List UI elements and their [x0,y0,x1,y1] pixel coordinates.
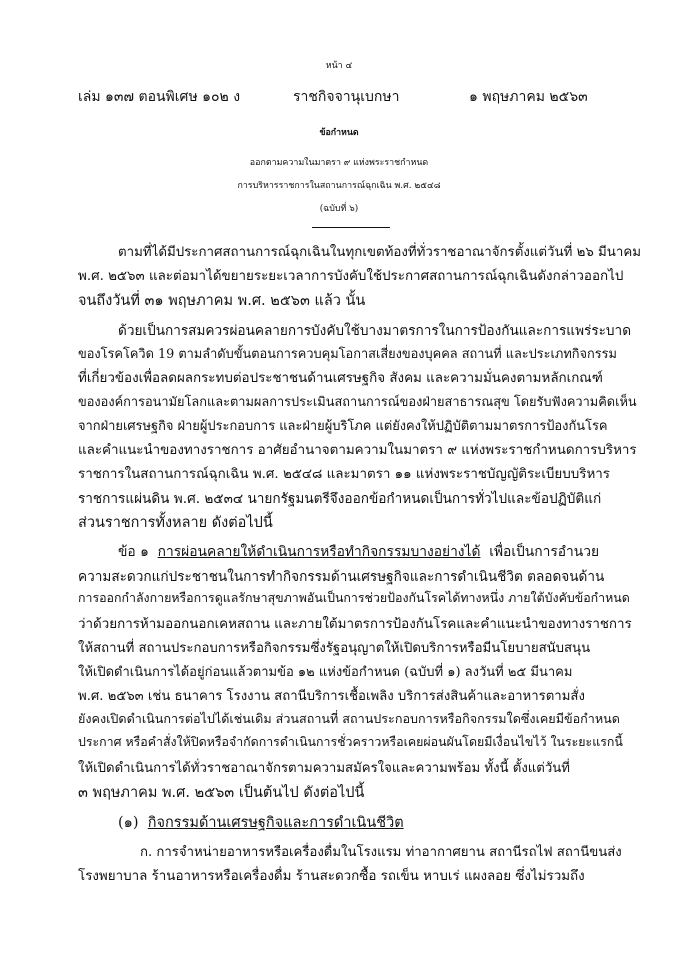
para2-line: ด้วยเป็นการสมควรผ่อนคลายการบังคับใช้บางมาตรการในการป้องกันและการแพร่ระบาด [118,323,632,339]
para1-line: ตามที่ได้มีประกาศสถานการณ์ฉุกเฉินในทุกเขตท้องที่ทั่วราชอาณาจักรตั้งแต่วันที่ ๒๖ มีนาคม [118,245,641,260]
para2-line: จากฝ่ายเศรษฐกิจ ฝ่ายผู้ประกอบการ และฝ่ายผู้บริโภค แต่ยังคงให้ปฏิบัติตามมาตรการป้องกันโรค [78,419,608,434]
para2-line: ส่วนราชการทั้งหลาย ดังต่อไปนี้ [78,515,273,531]
publication-date: ๑ พฤษภาคม ๒๕๖๓ [469,89,588,105]
clause-text: เพื่อเป็นการอำนวย [489,544,600,560]
title-divider [312,227,390,228]
clause-number: ข้อ ๑ [118,544,149,560]
clause1-line: ให้สถานที่ สถานประกอบการหรือกิจกรรมซึ่งรัฐอนุญาตให้เปิดบริการหรือมีนโยบายสนับสนุน [78,641,591,656]
volume-info: เล่ม ๑๓๗ ตอนพิเศษ ๑๐๒ ง [78,89,241,105]
para2-line: ขององค์การอนามัยโลกและตามผลการประเมินสถานการณ์ของฝ่ายสาธารณสุข โดยรับฟังความคิดเห็น [78,395,637,410]
clause1-line: ให้เปิดดำเนินการได้อยู่ก่อนแล้วตามข้อ ๑๒ แห่งข้อกำหนด (ฉบับที่ ๑) ลงวันที่ ๒๕ มีนาคม [78,665,573,680]
subclause-heading: กิจกรรมด้านเศรษฐกิจและการดำเนินชีวิต [147,815,404,831]
clause1-line: ให้เปิดดำเนินการได้ทั่วราชอาณาจักรตามความสมัครใจและความพร้อม ทั้งนี้ ตั้งแต่วันที่ [78,761,570,776]
clause1-first-line [118,541,599,563]
document-title: ข้อกำหนด [319,128,359,138]
page-number: หน้า ๔ [325,61,353,71]
subclause-number: (๑) [118,815,139,831]
clause-heading: การผ่อนคลายให้ดำเนินการหรือทำกิจกรรมบางอย่างได้ [157,544,481,560]
clause1-line: ประกาศ หรือคำสั่งให้ปิดหรือจำกัดการดำเนินการชั่วคราวหรือเคยผ่อนผันโดยมีเงื่อนไขไว้ ในระยะแรกนี้ [78,734,623,749]
clause1-line: การออกกำลังกายหรือการดูแลรักษาสุขภาพอันเป็นการช่วยป้องกันโรคได้ทางหนึ่ง ภายใต้บังคับข้อกำหนด [78,590,630,605]
para1-line: พ.ศ. ๒๕๖๓ และต่อมาได้ขยายระยะเวลาการบังคับใช้ประกาศสถานการณ์ฉุกเฉินดังกล่าวออกไป [78,269,624,284]
para2-line: และคำแนะนำของทางราชการ อาศัยอำนาจตามความในมาตรา ๙ แห่งพระราชกำหนดการบริหาร [78,443,637,458]
para1-line: จนถึงวันที่ ๓๑ พฤษภาคม พ.ศ. ๒๕๖๓ แล้ว นั้น [78,293,366,309]
clause1-line: ยังคงเปิดดำเนินการต่อไปได้เช่นเดิม ส่วนสถานที่ สถานประกอบการหรือกิจกรรมใดซึ่งเคยมีข้อกำหนด [78,711,620,726]
para2-line: ราชการแผ่นดิน พ.ศ. ๒๕๓๔ นายกรัฐมนตรีจึงออกข้อกำหนดเป็นการทั่วไปและข้อปฏิบัติแก่ [78,491,602,507]
clause1-line: ๓ พฤษภาคม พ.ศ. ๒๕๖๓ เป็นต้นไป ดังต่อไปนี้ [78,785,365,801]
title-line-2: การบริหารราชการในสถานการณ์ฉุกเฉิน พ.ศ. ๒๕๔๘ [237,181,441,191]
item-ko-line: ก. การจำหน่ายอาหารหรือเครื่องดื่มในโรงแรม ท่าอากาศยาน สถานีรถไฟ สถานีขนส่ง [140,845,622,860]
para2-line: ที่เกี่ยวข้องเพื่อลดผลกระทบต่อประชาชนด้านเศรษฐกิจ สังคม และความมั่นคงตามหลักเกณฑ์ [78,371,603,386]
publication-name: ราชกิจจานุเบกษา [293,89,400,105]
subclause-1 [118,811,404,834]
para2-line: ของโรคโควิด 19 ตามลำดับขั้นตอนการควบคุมโอกาสเสี่ยงของบุคคล สถานที่ และประเภทกิจกรรม [78,347,617,362]
clause1-line: ว่าด้วยการห้ามออกนอกเคหสถาน และภายใต้มาตรการป้องกันโรคและคำแนะนำของทางราชการ [78,617,632,632]
title-line-1: ออกตามความในมาตรา ๙ แห่งพระราชกำหนด [249,158,429,168]
title-line-3: (ฉบับที่ ๖) [319,204,359,214]
clause1-line: ความสะดวกแก่ประชาชนในการทำกิจกรรมด้านเศรษฐกิจและการดำเนินชีวิต ตลอดจนด้าน [78,569,605,585]
para2-line: ราชการในสถานการณ์ฉุกเฉิน พ.ศ. ๒๕๔๘ และมาตรา ๑๑ แห่งพระราชบัญญัติระเบียบบริหาร [78,467,610,482]
item-ko-line: โรงพยาบาล ร้านอาหารหรือเครื่องดื่ม ร้านสะดวกซื้อ รถเข็น หาบเร่ แผงลอย ซึ่งไม่รวมถึง [78,869,585,884]
clause1-line: พ.ศ. ๒๕๖๓ เช่น ธนาคาร โรงงาน สถานีบริการเชื้อเพลิง บริการส่งสินค้าและอาหารตามสั่ง [78,689,585,704]
